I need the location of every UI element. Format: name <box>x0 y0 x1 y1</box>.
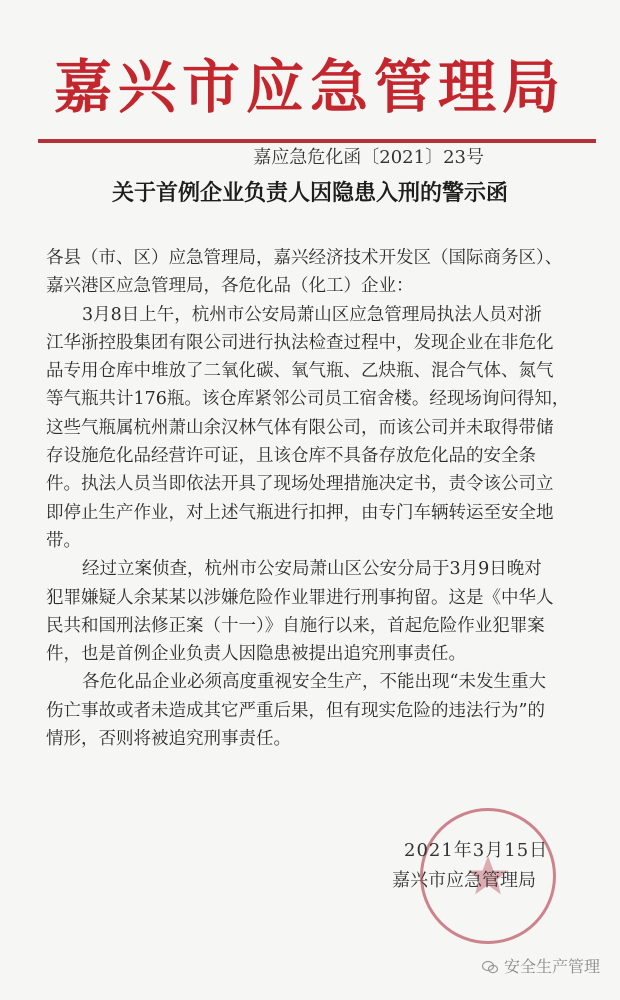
body-line: 即停止生产作业，对上述气瓶进行扣押，由专门车辆转运至安全地 <box>46 502 554 523</box>
signature-org: 嘉兴市应急管理局 <box>392 870 536 891</box>
body-line: 江华浙控股集团有限公司进行执法检查过程中，发现企业在非危化 <box>46 332 554 353</box>
body-line: 带。 <box>46 530 81 551</box>
body-line: 存设施危化品经营许可证，且该仓库不具备存放危化品的安全条 <box>46 446 536 467</box>
body-line: 等气瓶共计176瓶。该仓库紧邻公司员工宿舍楼。经现场询问得知， <box>46 389 570 410</box>
body-line: 民共和国刑法修正案（十一）》自施行以来，首起危险作业犯罪案 <box>46 615 545 636</box>
body-line: 经过立案侦查，杭州市公安局萧山区公安分局于3月9日晚对 <box>82 559 542 580</box>
body-line: 伤亡事故或者未造成其它严重后果，但有现实危险的违法行为”的 <box>46 700 545 721</box>
body-line: 件，也是首例企业负责人因隐患被提出追究刑事责任。 <box>46 644 466 665</box>
body-line: 各危化品企业必须高度重视安全生产，不能出现“未发生重大 <box>82 672 546 693</box>
body-line: 这些气瓶属杭州萧山余汉林气体有限公司，而该公司并未取得带储 <box>46 417 554 438</box>
watermark-text: 安全生产管理 <box>504 957 601 976</box>
wechat-icon <box>482 960 498 974</box>
watermark <box>482 955 600 979</box>
body-line: 各县（市、区）应急管理局，嘉兴经济技术开发区（国际商务区）、 <box>46 248 563 268</box>
body-line: 犯罪嫌疑人余某某以涉嫌危险作业罪进行刑事拘留。这是《中华人 <box>46 587 554 608</box>
signature-date: 2021年3月15日 <box>404 840 549 861</box>
body-line: 品专用仓库中堆放了二氧化碳、氧气瓶、乙炔瓶、混合气体、氮气 <box>46 361 554 382</box>
document-title: 关于首例企业负责人因隐患入刑的警示函 <box>111 180 508 206</box>
document-body <box>46 244 586 753</box>
body-line: 嘉兴港区应急管理局，各危化品（化工）企业： <box>46 276 414 297</box>
body-line: 情形，否则将被追究刑事责任。 <box>46 729 291 750</box>
document-number: 嘉应急危化函〔2021〕23号 <box>253 147 484 168</box>
body-line: 3月8日上午，杭州市公安局萧山区应急管理局执法人员对浙 <box>82 304 542 325</box>
issuer-letterhead: 嘉兴市应急管理局 <box>53 53 566 121</box>
body-line: 件。执法人员当即依法开具了现场处理措施决定书，责令该公司立 <box>46 474 554 495</box>
header-divider <box>38 139 596 143</box>
